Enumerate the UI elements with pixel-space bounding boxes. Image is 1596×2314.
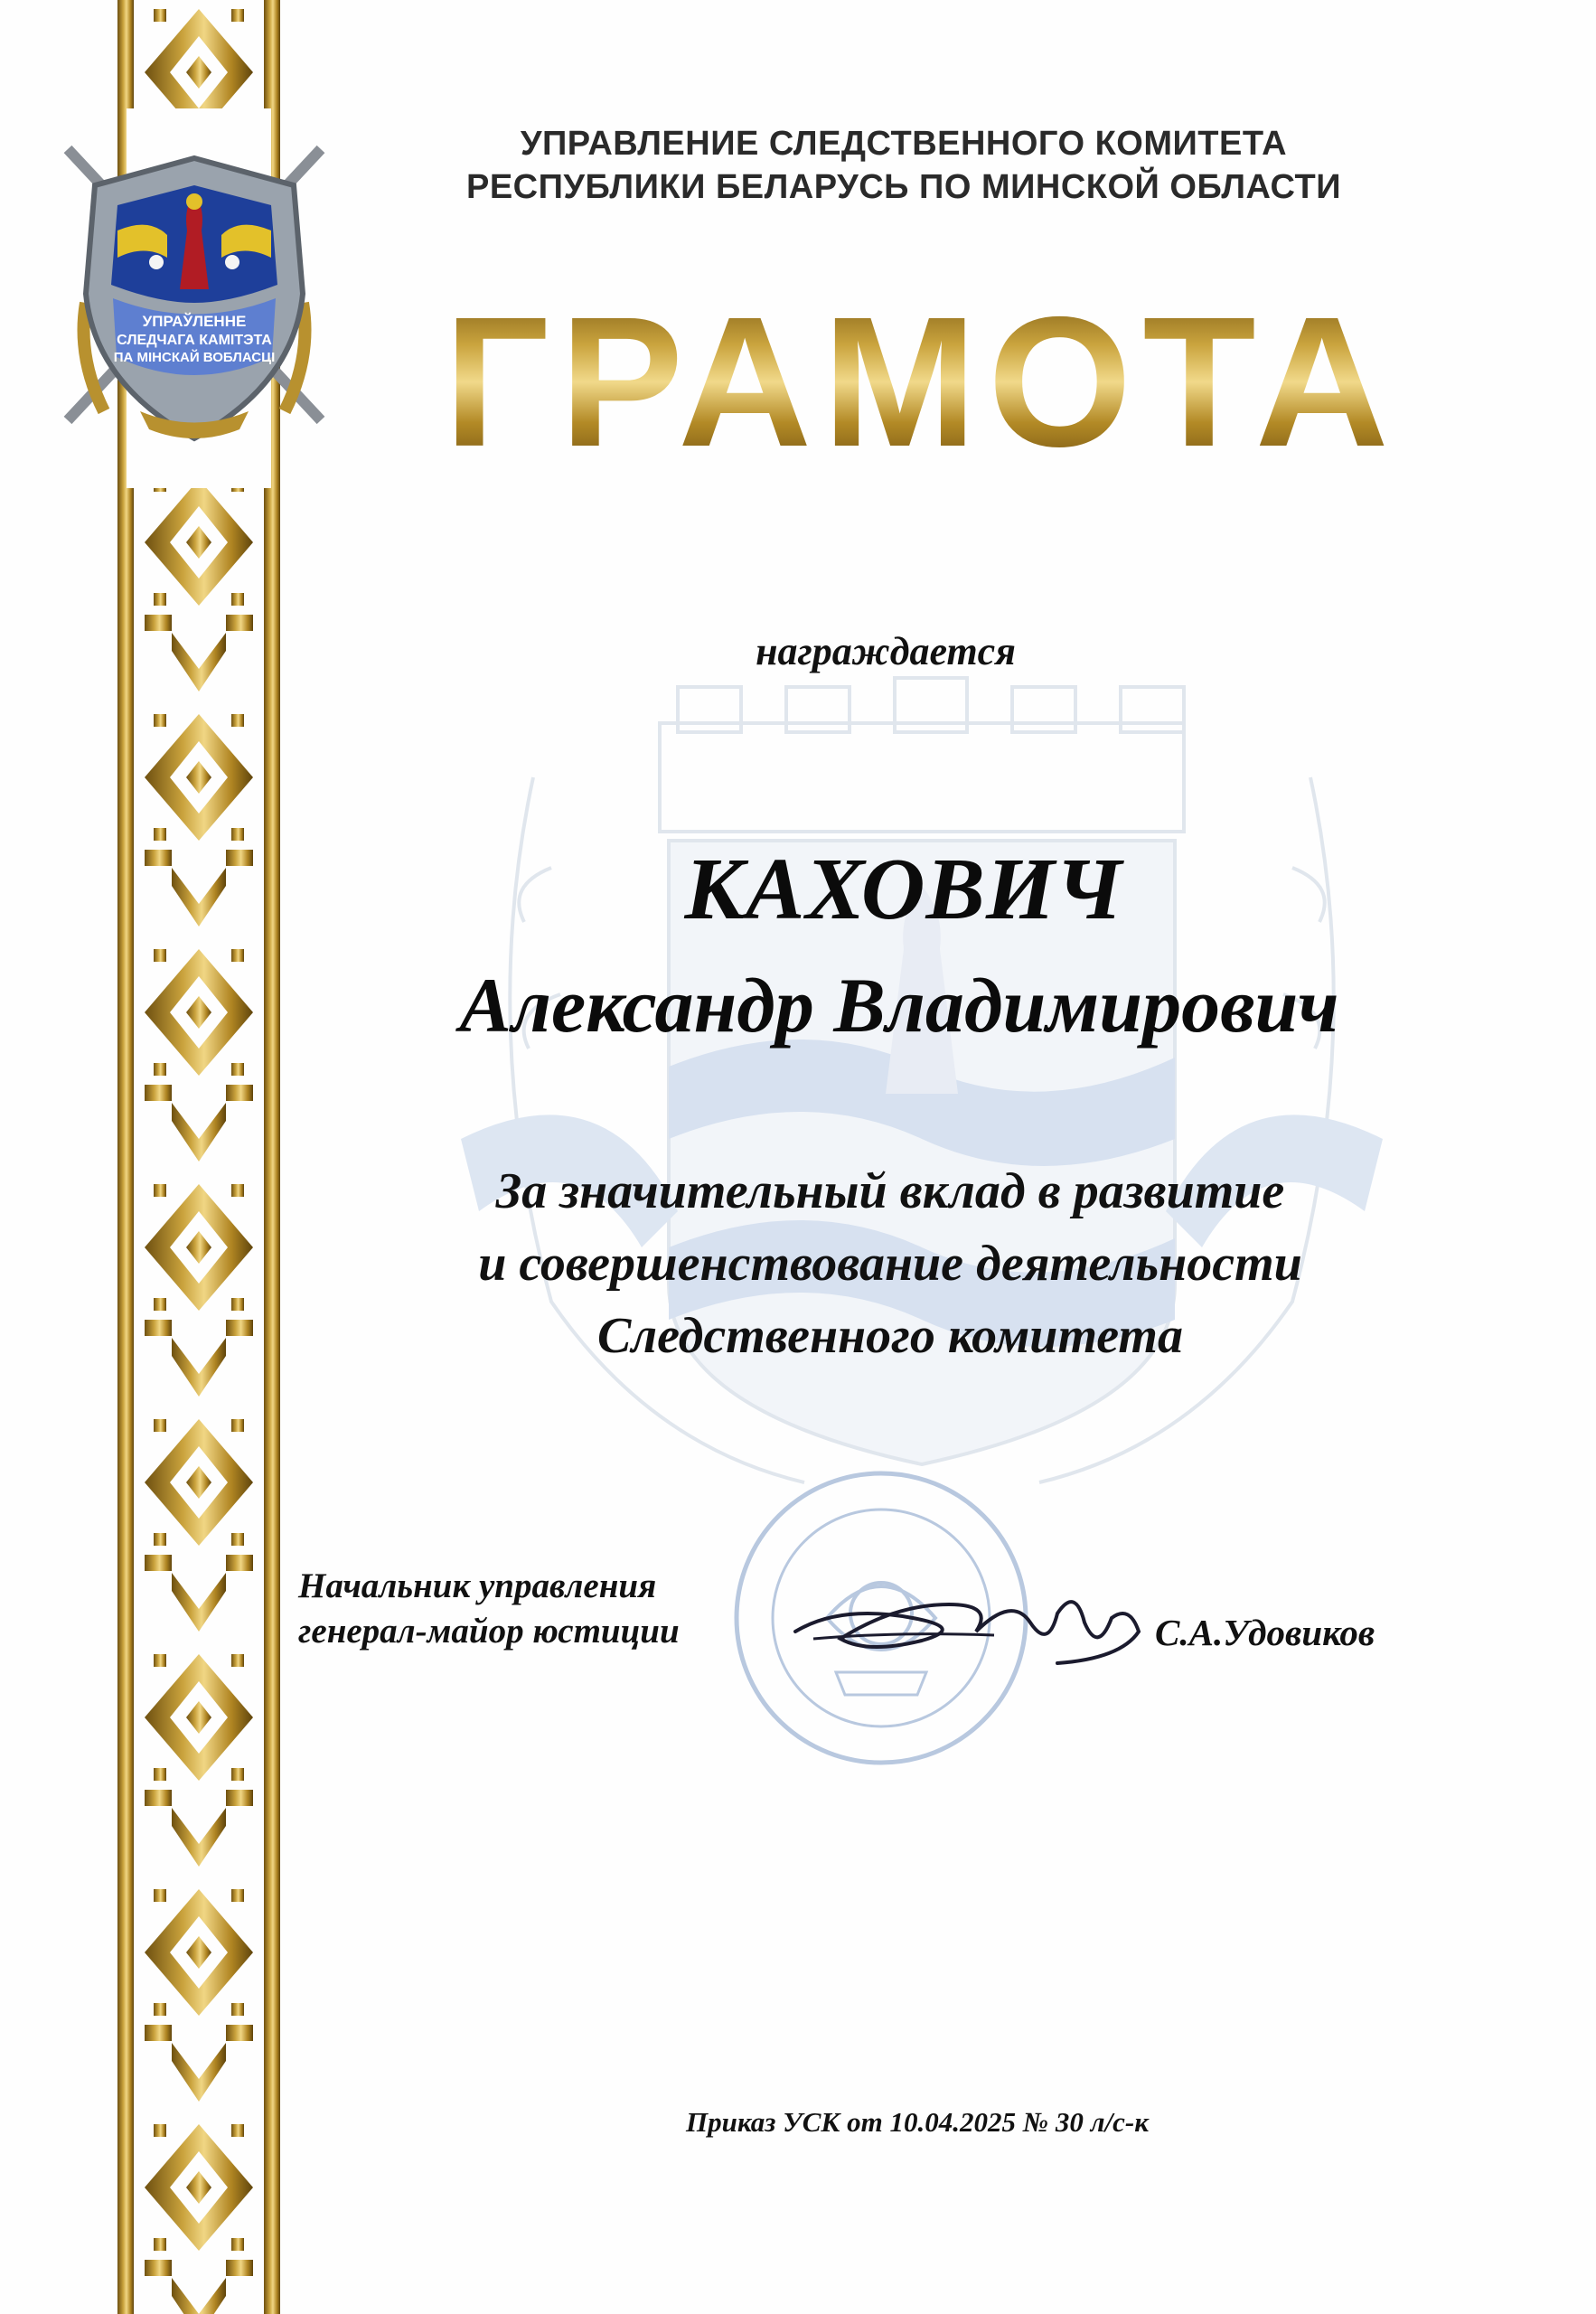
awarded-label: награждается [756, 629, 1016, 673]
organization-line-1: УПРАВЛЕНИЕ СЛЕДСТВЕННОГО КОМИТЕТА [520, 125, 1288, 163]
handwritten-signature [786, 1568, 1148, 1672]
award-reason-line: и совершенствование деятельности [478, 1236, 1302, 1292]
signer-name: С.А.Удовиков [1155, 1612, 1375, 1653]
coat-of-arms-watermark [425, 669, 1419, 1519]
document-title: ГРАМОТА [434, 289, 1410, 475]
organization-line-2: РЕСПУБЛИКИ БЕЛАРУСЬ ПО МИНСКОЙ ОБЛАСТИ [465, 168, 1342, 206]
recipient-surname: КАХОВИЧ [684, 841, 1123, 938]
emblem-text-2: СЛЕДЧАГА КАМІТЭТА [117, 333, 272, 348]
emblem-text-3: ПА МІНСКАЙ ВОБЛАСЦІ [113, 350, 276, 365]
signer-position-line-1: Начальник управления [298, 1566, 657, 1605]
recipient-name: Александр Владимирович [459, 962, 1339, 1049]
order-reference: Приказ УСК от 10.04.2025 № 30 л/с-к [686, 2106, 1149, 2138]
signer-position-line-2: генерал-майор юстиции [298, 1612, 680, 1651]
investigative-committee-emblem-icon [50, 122, 339, 466]
emblem-text-1: УПРАЎЛЕННЕ [142, 313, 247, 330]
award-reason-line: Следственного комитета [597, 1308, 1183, 1364]
award-reason-line: За значительный вклад в развитие [495, 1163, 1285, 1219]
